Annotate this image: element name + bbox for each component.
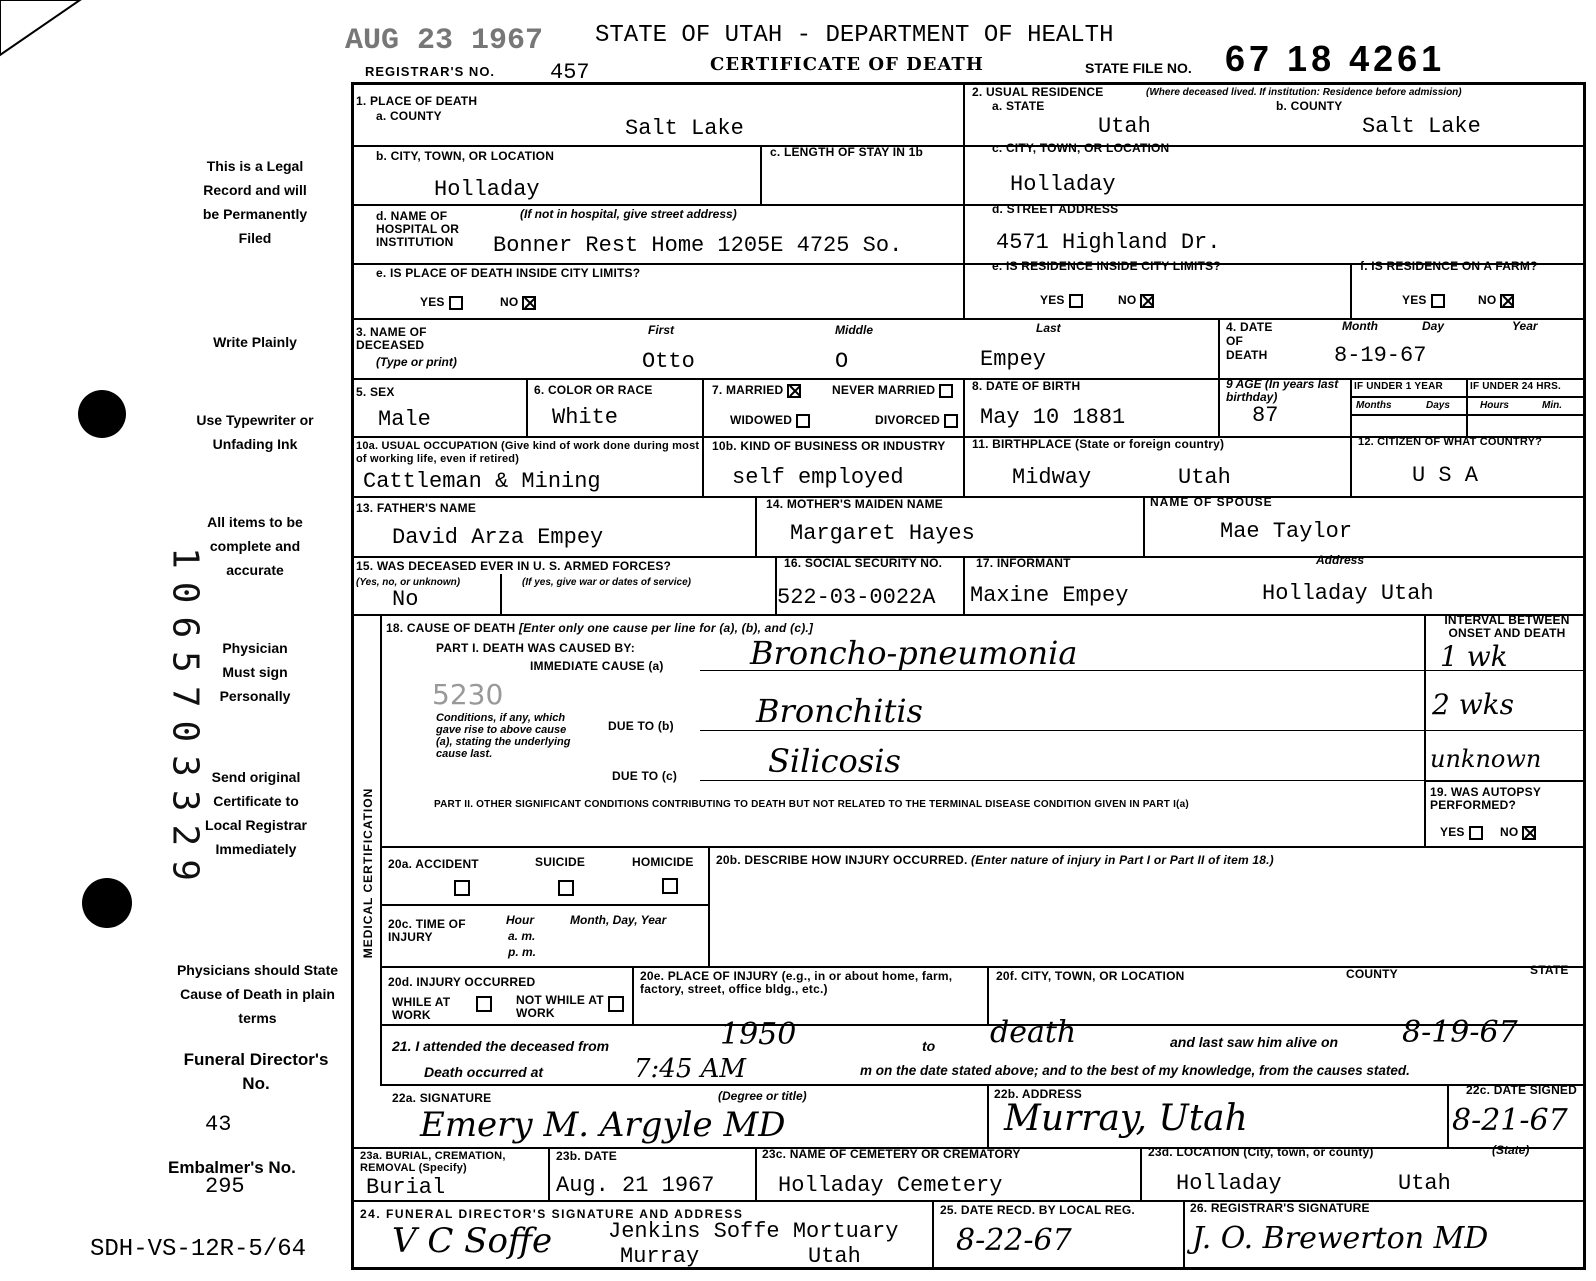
physician-address-label: 22b. ADDRESS (994, 1087, 1082, 1101)
registrar-signature: J. O. Brewerton MD (1192, 1221, 1489, 1256)
attended-label: 21. I attended the deceased from (392, 1038, 610, 1054)
death-inside-limits-no[interactable]: NO (500, 296, 536, 310)
res-state: Utah (1098, 114, 1151, 139)
cemetery: Holladay Cemetery (778, 1173, 1003, 1198)
hospital-note: (If not in hospital, give street address) (520, 207, 737, 221)
months-label: Months (1356, 400, 1392, 411)
business-label: 10b. KIND OF BUSINESS OR INDUSTRY (712, 439, 946, 453)
spouse-label: NAME OF SPOUSE (1150, 495, 1273, 509)
place-of-death-label: 1. PLACE OF DEATH (356, 94, 478, 108)
punch-hole (78, 390, 126, 438)
date-of-death: 8-19-67 (1334, 343, 1427, 368)
last-saw-date: 8-19-67 (1402, 1015, 1518, 1050)
cause-of-death-label: 18. CAUSE OF DEATH [Enter only one cause per line for (a), (b), and (c).] (386, 621, 814, 635)
accident-checkbox[interactable] (454, 880, 470, 896)
to-label: to (922, 1038, 936, 1054)
state-file-no: 67 18 4261 (1225, 38, 1446, 79)
armed-forces: No (392, 587, 419, 612)
birth-date: May 10 1881 (980, 405, 1126, 430)
cause-b: Bronchitis (756, 692, 923, 730)
death-city-label: b. CITY, TOWN, OR LOCATION (376, 149, 555, 163)
pm-label: p. m. (508, 945, 537, 959)
under-24-hrs-label: IF UNDER 24 HRS. (1470, 381, 1561, 392)
funeral-director-sig-label: 24. FUNERAL DIRECTOR'S SIGNATURE AND ADDRESS (360, 1207, 744, 1221)
suicide-checkbox[interactable] (558, 880, 574, 896)
father-label: 13. FATHER'S NAME (356, 501, 477, 515)
informant-name: Maxine Empey (970, 583, 1129, 608)
typewriter-note: Use Typewriter or Unfading Ink (196, 412, 314, 452)
cemetery-label: 23c. NAME OF CEMETERY OR CREMATORY (762, 1147, 1021, 1161)
physician-address: Murray, Utah (1004, 1098, 1248, 1139)
medical-certification-label: MEDICAL CERTIFICATION (361, 787, 375, 959)
autopsy-yes[interactable]: YES (1440, 826, 1483, 840)
injury-occurred-label: 20d. INJURY OCCURRED (388, 975, 536, 989)
death-inside-limits-yes[interactable]: YES (420, 296, 463, 310)
cause-c: Silicosis (768, 742, 901, 780)
agency-title: STATE OF UTAH - DEPARTMENT OF HEALTH (595, 22, 1114, 49)
burial-location-city: Holladay (1176, 1171, 1282, 1196)
res-county-label: b. COUNTY (1276, 99, 1343, 113)
burial-location-state: Utah (1398, 1171, 1451, 1196)
death-county: Salt Lake (625, 116, 744, 141)
mother-label: 14. MOTHER'S MAIDEN NAME (766, 497, 944, 511)
res-state-label: a. STATE (992, 99, 1045, 113)
occupation: Cattleman & Mining (363, 469, 601, 494)
complete-note: All items to be complete and accurate (207, 514, 303, 578)
state-cause-note: Physicians should State Cause of Death in plain terms (176, 962, 339, 1026)
physician-signature: Emery M. Argyle MD (420, 1105, 786, 1145)
conditions-note: Conditions, if any, which gave rise to above cause (a), stating the underlying cause last. (436, 712, 571, 760)
am-label: a. m. (508, 929, 536, 943)
signature-label: 22a. SIGNATURE (392, 1091, 492, 1105)
days-label: Days (1426, 400, 1450, 411)
father-name: David Arza Empey (392, 525, 604, 550)
res-city-label: c. CITY, TOWN, OR LOCATION (992, 141, 1170, 155)
date-signed: 8-21-67 (1452, 1103, 1568, 1138)
divorced-option[interactable]: DIVORCED (875, 414, 958, 428)
first-name: Otto (642, 349, 695, 374)
last-saw-label: and last saw him alive on (1170, 1034, 1339, 1050)
homicide-checkbox[interactable] (662, 878, 678, 894)
sex: Male (378, 407, 431, 432)
married-option[interactable]: 7. MARRIED (712, 384, 801, 398)
interval-label: INTERVAL BETWEEN ONSET AND DEATH (1444, 613, 1570, 640)
month-day-year-label: Month, Day, Year (570, 913, 667, 927)
last-name-label: Last (1036, 321, 1061, 335)
length-of-stay-label: c. LENGTH OF STAY IN 1b (770, 145, 924, 159)
race-label: 6. COLOR OR RACE (534, 383, 653, 397)
middle-name-label: Middle (835, 323, 873, 337)
residence-label: 2. USUAL RESIDENCE (972, 85, 1104, 99)
punch-hole (82, 878, 132, 928)
hour-label: Hour (506, 913, 534, 927)
day-label: Day (1422, 319, 1445, 333)
disposition-label: 23a. BURIAL, CREMATION, REMOVAL (Specify) (360, 1150, 506, 1174)
form-number: SDH-VS-12R-5/64 (90, 1236, 307, 1263)
degree-label: (Degree or title) (718, 1089, 807, 1103)
folded-corner (0, 0, 90, 60)
date-received: 8-22-67 (956, 1223, 1072, 1258)
armed-forces-note-2: (If yes, give war or dates of service) (522, 577, 691, 588)
funeral-director-label: Funeral Director's No. (183, 1050, 329, 1093)
mortuary-name: Jenkins Soffe Mortuary (608, 1219, 899, 1244)
injury-city-label: 20f. CITY, TOWN, OR LOCATION (996, 969, 1185, 983)
widowed-option[interactable]: WIDOWED (730, 414, 810, 428)
part-1-label: PART I. DEATH WAS CAUSED BY: (436, 641, 635, 655)
suicide-label: SUICIDE (535, 855, 586, 869)
physician-sign-note: Physician Must sign Personally (219, 640, 291, 704)
res-farm-no[interactable]: NO (1478, 294, 1514, 308)
received-stamp: AUG 23 1967 (345, 24, 544, 58)
injury-state-label: STATE (1530, 963, 1569, 977)
res-county: Salt Lake (1362, 114, 1481, 139)
hours-label: Hours (1480, 400, 1509, 411)
death-county-label: a. COUNTY (376, 109, 442, 123)
race: White (552, 405, 619, 430)
res-inside-limits-yes[interactable]: YES (1040, 294, 1083, 308)
time-of-injury-label: 20c. TIME OF INJURY (388, 917, 466, 944)
interval-a: 1 wk (1440, 640, 1508, 673)
disposition: Burial (366, 1175, 446, 1200)
burial-date-label: 23b. DATE (556, 1149, 617, 1163)
place-of-injury-label: 20e. PLACE OF INJURY (e.g., in or about home, farm, factory, street, office bldg., etc.) (640, 969, 953, 996)
injury-county-label: COUNTY (1346, 967, 1398, 981)
occupation-label: 10a. USUAL OCCUPATION (Give kind of work done during most of working life, even if retired) (356, 440, 700, 465)
registrar-signature-label: 26. REGISTRAR'S SIGNATURE (1190, 1201, 1370, 1215)
burial-location-label: 23d. LOCATION (City, town, or county) (1148, 1145, 1374, 1159)
date-received-label: 25. DATE RECD. BY LOCAL REG. (940, 1203, 1135, 1217)
res-inside-limits-no[interactable]: NO (1118, 294, 1154, 308)
burial-date: Aug. 21 1967 (556, 1173, 715, 1198)
armed-forces-label: 15. WAS DECEASED EVER IN U. S. ARMED FORCES? (356, 559, 672, 573)
hospital-name: Bonner Rest Home 1205E 4725 So. (493, 233, 903, 258)
burial-state-label: (State) (1492, 1143, 1530, 1157)
res-farm-label: f. IS RESIDENCE ON A FARM? (1360, 259, 1538, 273)
autopsy-label: 19. WAS AUTOPSY PERFORMED? (1430, 785, 1541, 812)
residence-note: (Where deceased lived. If institution: Residence before admission) (1146, 87, 1462, 98)
write-plainly-note: Write Plainly (213, 334, 297, 350)
not-while-at-work-checkbox[interactable] (608, 996, 624, 1012)
spouse-name: Mae Taylor (1220, 519, 1353, 544)
age-label: 9 AGE (In years last birthday) (1226, 377, 1339, 404)
legal-record-note: This is a Legal Record and will be Permanently Filed (202, 158, 308, 246)
accident-label: 20a. ACCIDENT (388, 857, 479, 871)
first-name-label: First (648, 323, 675, 337)
date-of-death-label: 4. DATE OF DEATH (1226, 320, 1273, 362)
deceased-name-note: (Type or print) (376, 355, 457, 369)
under-1-year-label: IF UNDER 1 YEAR (1354, 381, 1443, 392)
registrar-no: 457 (550, 60, 590, 85)
birthplace-city: Midway (1012, 465, 1092, 490)
registrar-no-label: REGISTRAR'S NO. (365, 64, 496, 79)
vertical-serial-number: 1065703329 (164, 547, 206, 894)
funeral-director-signature: V C Soffe (392, 1221, 553, 1261)
death-occurred-note: m on the date stated above; and to the best of my knowledge, from the causes stated. (860, 1063, 1410, 1078)
death-city: Holladay (434, 177, 540, 202)
interval-c: unknown (1430, 745, 1542, 773)
hospital-label: d. NAME OF HOSPITAL OR INSTITUTION (376, 209, 460, 249)
embalmer-label: Embalmer's No. (168, 1158, 296, 1177)
not-while-at-work-label: NOT WHILE AT WORK (516, 993, 604, 1020)
age: 87 (1252, 403, 1279, 428)
middle-name: O (835, 349, 849, 374)
while-at-work-label: WHILE AT WORK (392, 995, 451, 1022)
deceased-name-label: 3. NAME OF DECEASED (356, 325, 427, 352)
never-married-option[interactable]: NEVER MARRIED (832, 384, 953, 398)
informant-address: Holladay Utah (1262, 581, 1434, 606)
send-original-note: Send original Certificate to Local Registrar Immediately (205, 769, 307, 857)
funeral-director-no: 43 (205, 1112, 232, 1137)
year-label: Year (1512, 319, 1538, 333)
cause-code: 5230 (432, 678, 504, 711)
attended-to: death (990, 1015, 1077, 1050)
res-inside-limits-label: e. IS RESIDENCE INSIDE CITY LIMITS? (992, 259, 1221, 273)
attended-from: 1950 (720, 1017, 797, 1052)
mortuary-state: Utah (808, 1244, 861, 1269)
embalmer-no: 295 (205, 1174, 245, 1199)
ssn-label: 16. SOCIAL SECURITY NO. (784, 556, 943, 570)
res-farm-yes[interactable]: YES (1402, 294, 1445, 308)
part-2-label: PART II. OTHER SIGNIFICANT CONDITIONS CONTRIBUTING TO DEATH BUT NOT RELATED TO THE TERMINAL DISEASE CONDITION GIVEN IN PART I(a) (434, 799, 1189, 810)
birthplace-label: 11. BIRTHPLACE (State or foreign country) (972, 437, 1225, 451)
res-street: 4571 Highland Dr. (996, 230, 1221, 255)
month-label: Month (1342, 319, 1378, 333)
date-signed-label: 22c. DATE SIGNED (1466, 1083, 1578, 1097)
last-name: Empey (980, 347, 1047, 372)
informant-label: 17. INFORMANT (976, 556, 1071, 570)
homicide-label: HOMICIDE (632, 855, 694, 869)
death-time: 7:45 AM (634, 1054, 747, 1084)
ssn: 522-03-0022A (777, 585, 936, 610)
death-inside-limits-label: e. IS PLACE OF DEATH INSIDE CITY LIMITS? (376, 266, 641, 280)
res-city: Holladay (1010, 172, 1116, 197)
immediate-cause: Broncho-pneumonia (750, 634, 1078, 672)
mortuary-city: Murray (620, 1244, 700, 1269)
due-to-c-label: DUE TO (c) (612, 769, 678, 783)
informant-address-label: Address (1316, 553, 1365, 567)
death-occurred-label: Death occurred at (424, 1064, 544, 1080)
business: self employed (732, 465, 904, 490)
autopsy-no[interactable]: NO (1500, 826, 1536, 840)
birthplace-state: Utah (1178, 465, 1231, 490)
injury-how-label: 20b. DESCRIBE HOW INJURY OCCURRED. (Enter nature of injury in Part I or Part II of item 18.) (716, 853, 1274, 867)
immediate-cause-label: IMMEDIATE CAUSE (a) (530, 659, 664, 673)
armed-forces-note-1: (Yes, no, or unknown) (356, 577, 461, 588)
citizen: U S A (1412, 463, 1479, 488)
state-file-no-label: STATE FILE NO. (1085, 60, 1192, 76)
res-street-label: d. STREET ADDRESS (992, 202, 1119, 216)
citizen-label: 12. CITIZEN OF WHAT COUNTRY? (1358, 436, 1543, 448)
certificate-title: CERTIFICATE OF DEATH (710, 54, 984, 75)
birth-date-label: 8. DATE OF BIRTH (972, 379, 1081, 393)
mother-name: Margaret Hayes (790, 521, 975, 546)
min-label: Min. (1542, 400, 1562, 411)
interval-b: 2 wks (1432, 688, 1515, 721)
sex-label: 5. SEX (356, 385, 395, 399)
while-at-work-checkbox[interactable] (476, 996, 492, 1012)
due-to-b-label: DUE TO (b) (608, 719, 674, 733)
